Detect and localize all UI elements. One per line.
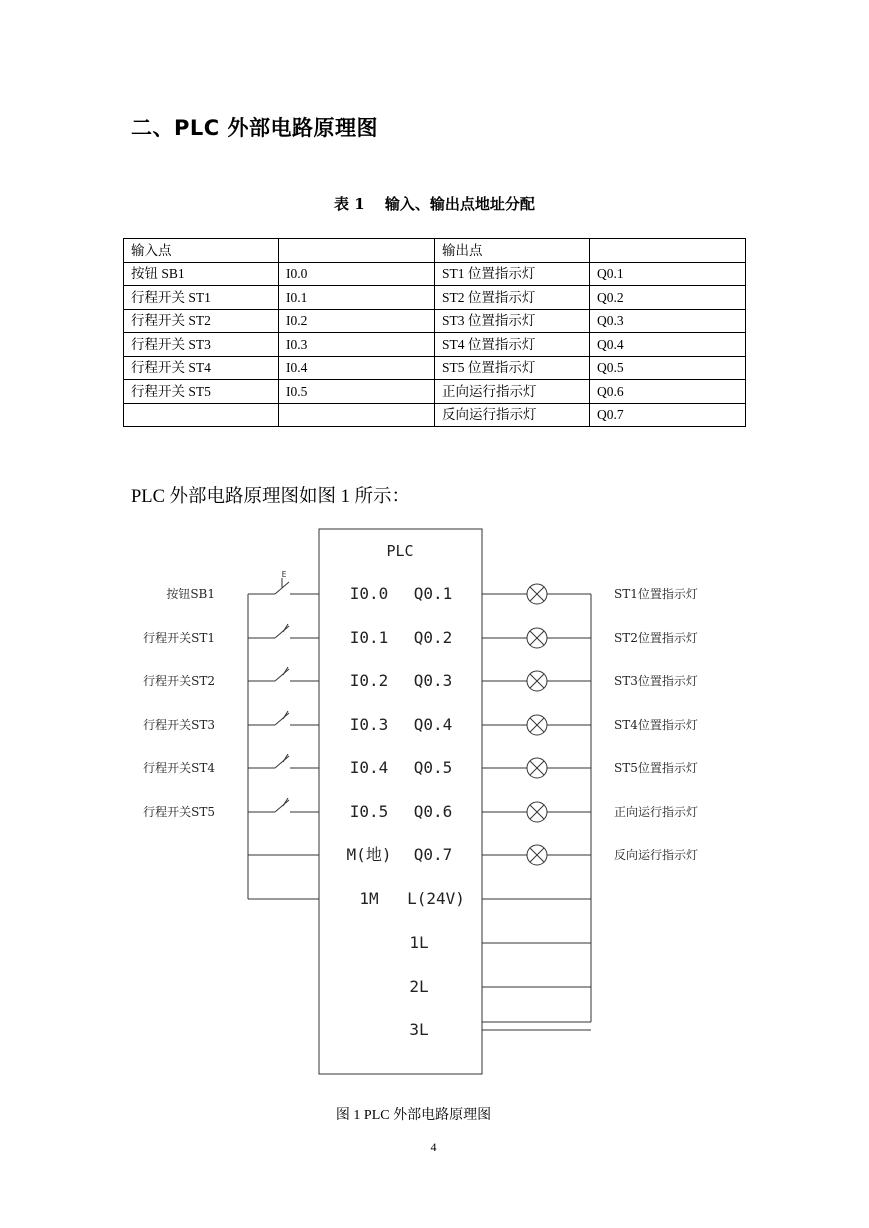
- output-label: ST5位置指示灯: [614, 761, 698, 775]
- table-cell: Q0.5: [590, 356, 746, 380]
- input-label: 行程开关ST2: [143, 674, 215, 688]
- output-terminal-label: Q0.2: [413, 628, 453, 647]
- table-cell: ST5 位置指示灯: [435, 356, 590, 380]
- input-terminal-label: I0.5: [349, 802, 389, 821]
- input-terminal-label: I0.0: [349, 584, 389, 603]
- plc-box: [319, 529, 482, 1074]
- table-cell: I0.0: [279, 262, 435, 286]
- contact-blade: [275, 756, 289, 768]
- table-cell: 行程开关 ST1: [124, 286, 279, 310]
- input-terminal-label: M(地): [346, 845, 392, 864]
- table-cell: 按钮 SB1: [124, 262, 279, 286]
- input-terminal-label: I0.4: [349, 758, 389, 777]
- table-cell: 行程开关 ST3: [124, 333, 279, 357]
- output-terminal-label: Q0.7: [413, 845, 453, 864]
- output-terminal-label: Q0.5: [413, 758, 453, 777]
- button-mark-label: E: [281, 570, 287, 579]
- output-terminal-label: Q0.4: [413, 715, 453, 734]
- table-cell: I0.2: [279, 309, 435, 333]
- table-cell: I0.5: [279, 380, 435, 404]
- supply-terminal-label: L(24V): [407, 889, 465, 908]
- table-cell: 行程开关 ST4: [124, 356, 279, 380]
- table-cell: Q0.3: [590, 309, 746, 333]
- table-cell: ST1 位置指示灯: [435, 262, 590, 286]
- input-terminal-label: I0.1: [349, 628, 389, 647]
- input-terminal-label: 1M: [359, 889, 379, 908]
- output-label: ST1位置指示灯: [614, 587, 698, 601]
- input-terminal-label: I0.2: [349, 671, 389, 690]
- table-cell: 行程开关 ST2: [124, 309, 279, 333]
- contact-blade: [275, 713, 289, 725]
- input-terminal-label: I0.3: [349, 715, 389, 734]
- output-label: ST4位置指示灯: [614, 718, 698, 732]
- section-heading: 二、PLC 外部电路原理图: [131, 116, 378, 140]
- figure-caption: 图 1 PLC 外部电路原理图: [335, 1108, 492, 1123]
- output-terminal-label: Q0.3: [413, 671, 453, 690]
- table-cell: Q0.1: [590, 262, 746, 286]
- table-cell: ST3 位置指示灯: [435, 309, 590, 333]
- output-label: 正向运行指示灯: [614, 805, 699, 819]
- table-cell: 输入点: [124, 239, 279, 263]
- table-caption: 表 1 输入、输出点地址分配: [334, 195, 535, 213]
- table-cell: Q0.7: [590, 403, 746, 427]
- output-terminal-label: Q0.1: [413, 584, 453, 603]
- table-cell: I0.4: [279, 356, 435, 380]
- contact-blade: [275, 800, 289, 812]
- table-cell: 正向运行指示灯: [435, 380, 590, 404]
- table-cell: I0.3: [279, 333, 435, 357]
- input-label: 行程开关ST4: [143, 761, 215, 775]
- table-cell: 行程开关 ST5: [124, 380, 279, 404]
- input-label: 按钮SB1: [166, 587, 215, 601]
- table-cell: 反向运行指示灯: [435, 403, 590, 427]
- table-cell: Q0.4: [590, 333, 746, 357]
- table-cell: I0.1: [279, 286, 435, 310]
- plc-label: PLC: [386, 542, 414, 560]
- output-label: ST2位置指示灯: [614, 631, 698, 645]
- table-cell: ST4 位置指示灯: [435, 333, 590, 357]
- supply-terminal-label: 2L: [409, 977, 429, 996]
- supply-terminal-label: 3L: [409, 1020, 429, 1039]
- contact-blade: [275, 669, 289, 681]
- table-cell: Q0.2: [590, 286, 746, 310]
- page-number: 4: [430, 1140, 437, 1154]
- output-terminal-label: Q0.6: [413, 802, 453, 821]
- input-label: 行程开关ST1: [143, 631, 215, 645]
- contact-blade: [275, 626, 289, 638]
- input-label: 行程开关ST5: [143, 805, 215, 819]
- supply-terminal-label: 1L: [409, 933, 429, 952]
- output-label: ST3位置指示灯: [614, 674, 698, 688]
- output-label: 反向运行指示灯: [614, 848, 699, 862]
- table-cell: 输出点: [435, 239, 590, 263]
- table-cell: ST2 位置指示灯: [435, 286, 590, 310]
- table-cell: Q0.6: [590, 380, 746, 404]
- input-label: 行程开关ST3: [143, 718, 215, 732]
- intro-paragraph: PLC 外部电路原理图如图 1 所示：: [131, 487, 411, 507]
